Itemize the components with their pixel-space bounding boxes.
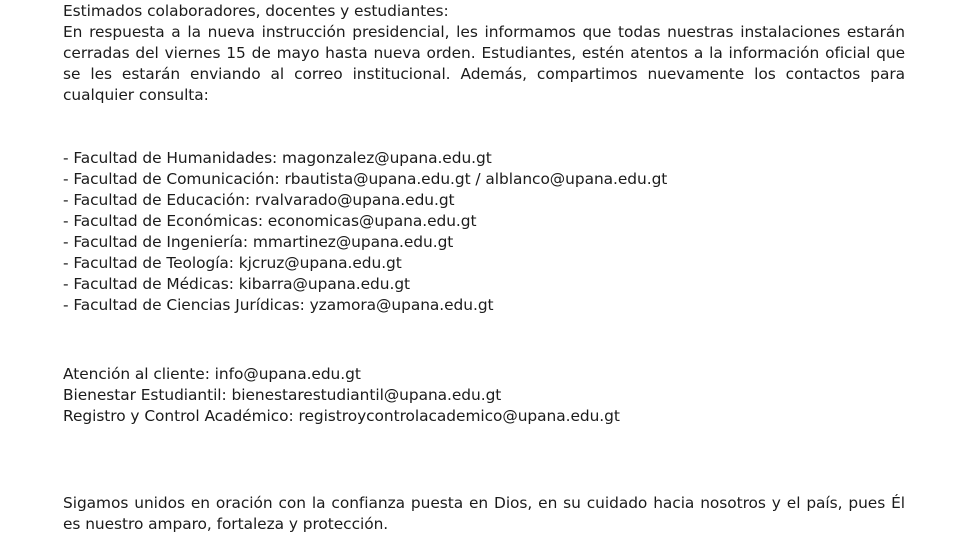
faculty-contact-educacion: - Facultad de Educación: rvalvarado@upana.edu.gt <box>63 191 455 209</box>
contact-registro-control-academico: Registro y Control Académico: registroycontrolacademico@upana.edu.gt <box>63 407 620 425</box>
faculty-contact-comunicacion: - Facultad de Comunicación: rbautista@upana.edu.gt / alblanco@upana.edu.gt <box>63 170 668 188</box>
faculty-contact-humanidades: - Facultad de Humanidades: magonzalez@upana.edu.gt <box>63 149 492 167</box>
closing-paragraph: Sigamos unidos en oración con la confianza puesta en Dios, en su cuidado hacia nosotros y el país, pues Él es nuestro amparo, fortaleza y protección. <box>63 494 905 533</box>
general-contact-list <box>63 364 905 427</box>
faculty-contact-medicas: - Facultad de Médicas: kibarra@upana.edu.gt <box>63 275 411 293</box>
faculty-contact-list <box>63 148 905 316</box>
intro-paragraph: En respuesta a la nueva instrucción presidencial, les informamos que todas nuestras instalaciones estarán cerradas del viernes 15 de mayo hasta nueva orden. Estudiantes, estén atentos a la información oficial que se les estarán enviando al correo institucional. Además, compartimos nuevamente los contactos para cualquier consulta: <box>63 23 905 104</box>
contact-bienestar-estudiantil: Bienestar Estudiantil: bienestarestudiantil@upana.edu.gt <box>63 386 502 404</box>
faculty-contact-ingenieria: - Facultad de Ingeniería: mmartinez@upana.edu.gt <box>63 233 454 251</box>
contact-atencion-al-cliente: Atención al cliente: info@upana.edu.gt <box>63 365 361 383</box>
faculty-contact-teologia: - Facultad de Teología: kjcruz@upana.edu.gt <box>63 254 402 272</box>
greeting: Estimados colaboradores, docentes y estudiantes: <box>63 2 449 20</box>
faculty-contact-economicas: - Facultad de Económicas: economicas@upana.edu.gt <box>63 212 477 230</box>
faculty-contact-ciencias-juridicas: - Facultad de Ciencias Jurídicas: yzamora@upana.edu.gt <box>63 296 494 314</box>
